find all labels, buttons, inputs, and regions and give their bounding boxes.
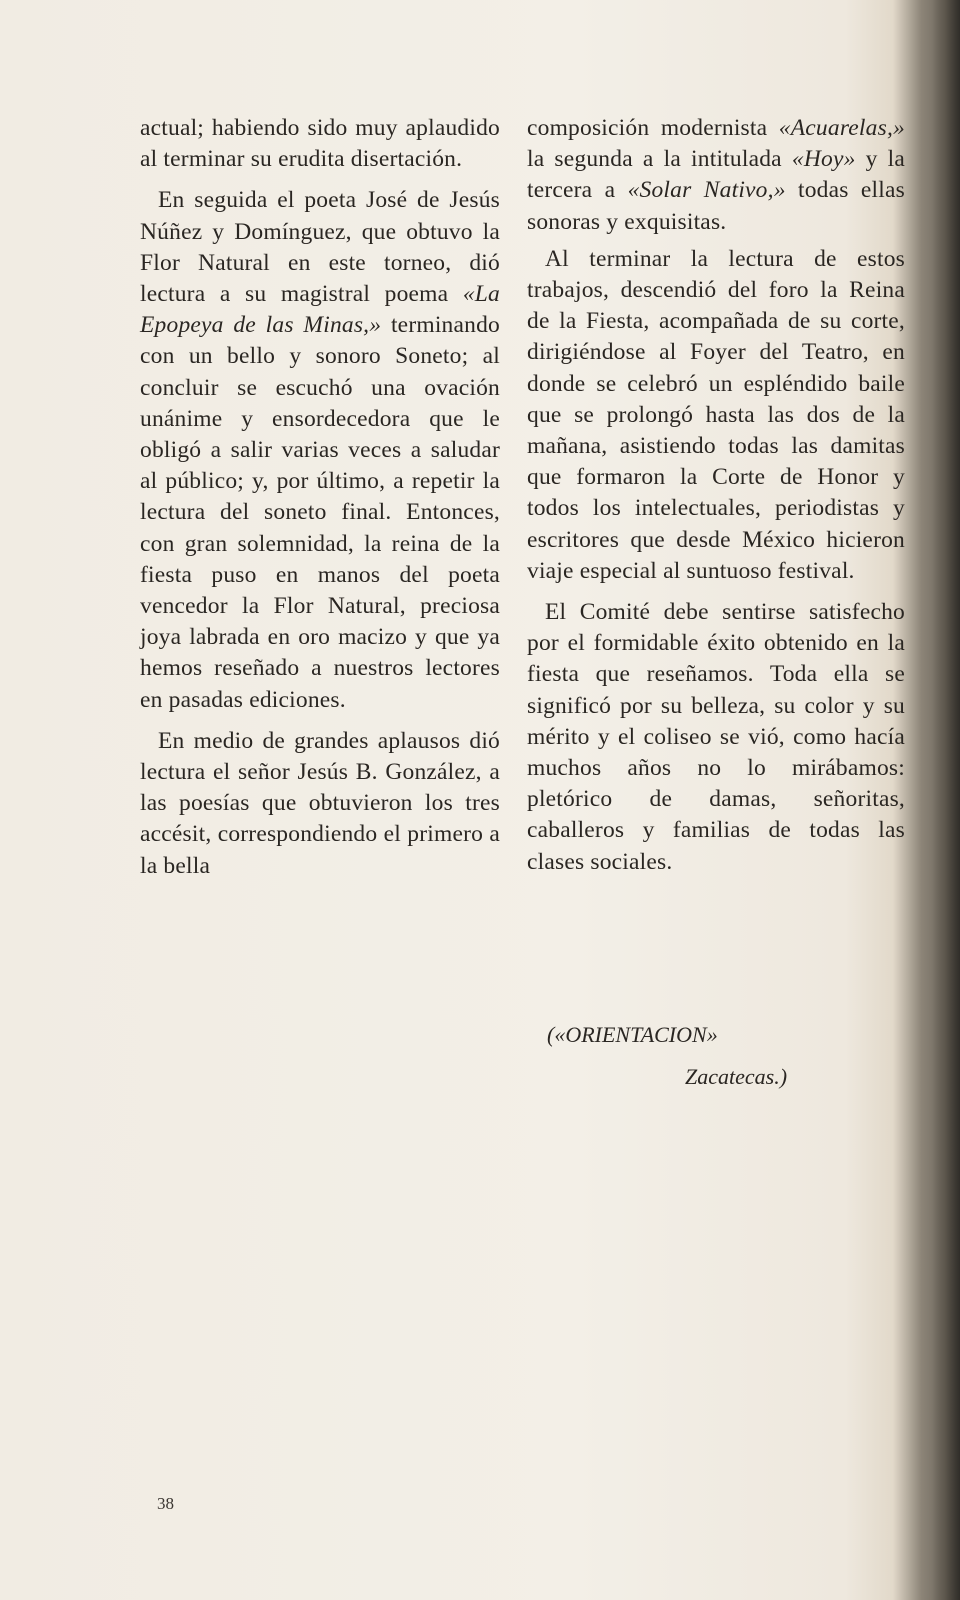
- source-location: Zacatecas.): [685, 1064, 788, 1089]
- paragraph-accesit: En medio de grandes aplausos dió lectura el señor Jesús B. González, a las poesías que obtuvieron los tres accésit, correspondiendo el primero a la bella: [140, 727, 500, 879]
- paragraph-text: y la tercera a: [527, 146, 906, 204]
- poem-title: «Acuarelas,»: [778, 115, 905, 141]
- page-number: 38: [157, 1494, 174, 1513]
- page-edge-shadow: [932, 0, 960, 1600]
- paragraph-text: composición modernista: [527, 115, 779, 141]
- source-publication: («ORIENTACION»: [547, 1022, 718, 1047]
- poem-title: «Hoy»: [791, 146, 856, 173]
- poem-title: «Solar Nativo,»: [627, 177, 786, 204]
- poem-title: «La Epopeya de las Minas,»: [140, 281, 500, 339]
- right-text-column: [527, 113, 905, 878]
- paragraph-text: la segunda a la intitulada: [527, 146, 792, 173]
- source-attribution: [547, 1020, 877, 1092]
- paragraph-poet-reading: [140, 185, 500, 715]
- paragraph-ball: Al terminar la lectura de estos trabajos, descendió del foro la Reina de la Fiesta, acompañada de su corte, dirigiéndose al Foyer del Teatro, en donde se celebró un espléndido baile que se prolongó hasta las dos de la mañana, asistiendo todas las damitas que formaron la Corte de Honor y todos los intelectuales, periodistas y escritores que desde México hicieron viaje especial al suntuoso festival.: [527, 245, 905, 584]
- paragraph-text: todas ellas sonoras y exquisitas.: [527, 177, 905, 235]
- paragraph-text: En seguida el poeta José de Jesús Núñez y Domínguez, que obtuvo la Flor Natural en este torneo, dió lectura a su magistral poema: [140, 187, 500, 308]
- left-text-column: [140, 113, 500, 882]
- paragraph-continuation: actual; habiendo sido muy aplaudido al terminar su erudita disertación.: [140, 115, 500, 173]
- paragraph-text: terminando con un bello y sonoro Soneto; al concluir se escuchó una ovación unánime y ensordecedora que le obligó a salir varias veces a saludar al público; y, por último, a repetir la lectura del soneto final. Entonces, con gran solemnidad, la reina de la fiesta puso en manos del poeta vencedor la Flor Natural, preciosa joya labrada en oro macizo y que ya hemos reseñado a nuestros lectores en pasadas ediciones.: [140, 312, 500, 713]
- paragraph-compositions: [527, 113, 905, 238]
- paragraph-committee: El Comité debe sentirse satisfecho por el formidable éxito obtenido en la fiesta que reseñamos. Toda ella se significó por su belleza, su color y su mérito y el coliseo se vió, como hacía muchos años no lo mirábamos: pletórico de damas, señoritas, caballeros y familias de todas las clases sociales.: [527, 599, 905, 875]
